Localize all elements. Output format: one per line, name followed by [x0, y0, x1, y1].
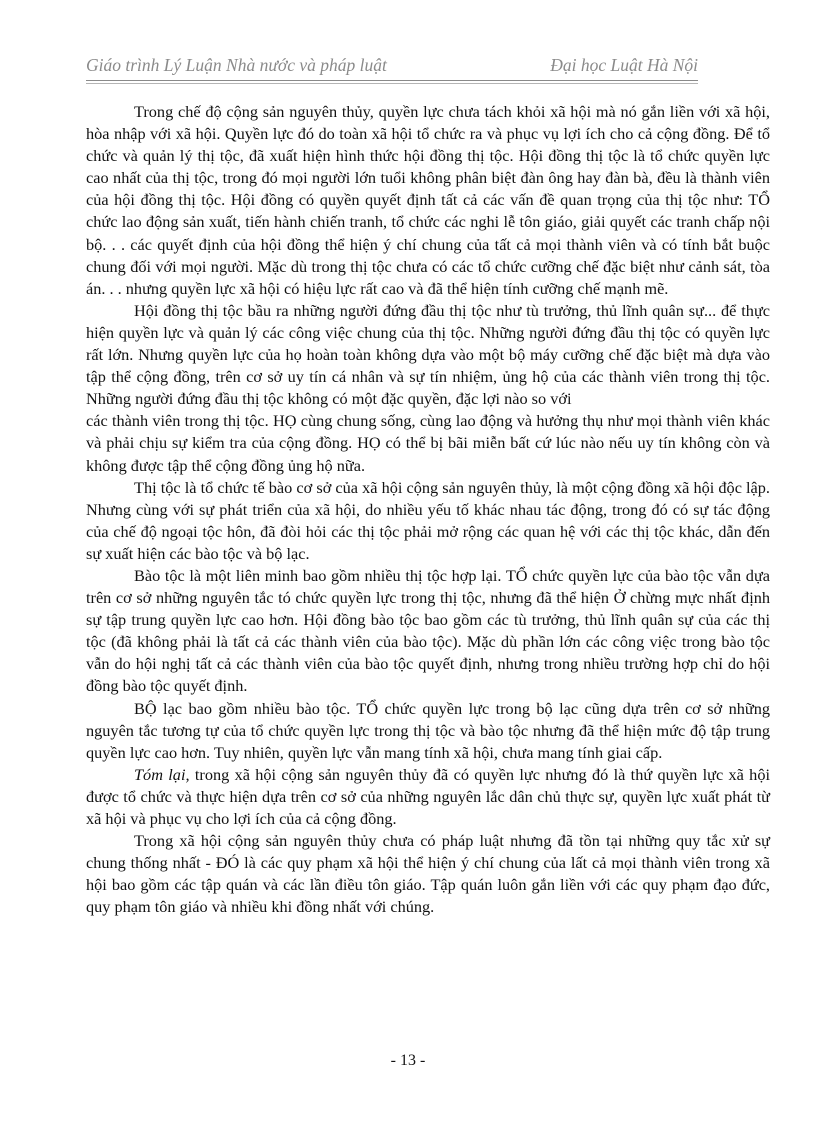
- page-number: - 13 -: [390, 1052, 426, 1069]
- body-text: [86, 101, 770, 918]
- paragraph-continuation: các thành viên trong thị tộc. HỌ cùng chung sống, cùng lao động và hưởng thụ như mọi thành viên khác và phải chịu sự kiểm tra của cộng đồng. HỌ có thể bị bãi miễn bất cứ lúc nào nếu uy tín không còn và không được tập thể cộng đồng ủng hộ nữa.: [86, 411, 770, 475]
- paragraph: Trong chế độ cộng sản nguyên thủy, quyền lực chưa tách khỏi xã hội mà nó gắn liền với xã hội, hòa nhập với xã hội. Quyền lực đó do toàn xã hội tổ chức ra và phục vụ lợi ích cho cả cộng đồng. Để tổ chức và quản lý thị tộc, đã xuất hiện hình thức hội đồng thị tộc. Hội đồng thị tộc là tổ chức quyền lực cao nhất của thị tộc, trong đó mọi người lớn tuổi không phân biệt đàn ông hay đàn bà, đều là thành viên của hội đồng thị tộc. Hội đồng có quyền quyết định tất cả các vấn đề quan trọng của thị tộc như: TỔ chức lao động sản xuất, tiến hành chiến tranh, tổ chức các nghi lễ tôn giáo, giải quyết các tranh chấp nội bộ. . . các quyết định của hội đồng thể hiện ý chí chung của tất cả mọi thành viên và có tính bắt buộc chung đối với mọi người. Mặc dù trong thị tộc chưa có các tổ chức cưỡng chế đặc biệt như cảnh sát, tòa án. . . nhưng quyền lực xã hội có hiệu lực rất cao và đã thể hiện tính cưỡng chế mạnh mẽ.: [86, 102, 770, 298]
- header-divider-secondary: [86, 83, 698, 84]
- header-divider: [86, 80, 698, 81]
- summary-lead: Tóm lại,: [134, 764, 190, 784]
- paragraph: Trong xã hội cộng sản nguyên thủy chưa có pháp luật nhưng đã tồn tại những quy tắc xử sự chung thống nhất - ĐÓ là các quy phạm xã hội thể hiện ý chí chung của lất cả mọi thành viên trong xã hội bao gồm các tập quán và các lần điều tôn giáo. Tập quán luôn gắn liền với các quy phạm đạo đức, quy phạm tôn giáo và nhiều khi đồng nhất với chúng.: [86, 831, 770, 917]
- running-header: [86, 52, 698, 80]
- paragraph: Hội đồng thị tộc bầu ra những người đứng đầu thị tộc như tù trưởng, thủ lĩnh quân sự... để thực hiện quyền lực và quản lý các công việc chung của thị tộc. Những người đứng đầu thị tộc có quyền lực rất lớn. Nhưng quyền lực của họ hoàn toàn không dựa vào một bộ máy cưỡng chế đặc biệt mà dựa vào tập thể cộng đồng, trên cơ sở uy tín cá nhân và sự tín nhiệm, ủng hộ của các thành viên trong thị tộc. Những người đứng đầu thị tộc không có một đặc quyền, đặc lợi nào so với: [86, 300, 770, 409]
- header-university: Đại học Luật Hà Nội: [550, 55, 698, 75]
- summary-text: trong xã hội cộng sản nguyên thủy đã có quyền lực nhưng đó là thứ quyền lực xã hội được tổ chức và thực hiện dựa trên cơ sở của những nguyên lắc dân chủ thực sự, quyền lực xuất phát từ xã hội và phục vụ cho lợi ích của cả cộng đồng.: [86, 764, 770, 828]
- summary-paragraph: [86, 764, 770, 830]
- paragraph: Thị tộc là tổ chức tế bào cơ sở của xã hội cộng sản nguyên thủy, là một cộng đồng xã hội độc lập. Nhưng cùng với sự phát triển của xã hội, do nhiều yếu tố khác nhau tác động, trong đó có sự tác động của chế độ ngoại tộc hôn, đã đòi hỏi các thị tộc phải mở rộng các quan hệ với các thị tộc khác, dẫn đến sự xuất hiện các bào tộc và bộ lạc.: [86, 477, 770, 563]
- paragraph: BỘ lạc bao gồm nhiều bào tộc. TỔ chức quyền lực trong bộ lạc cũng dựa trên cơ sở những nguyên tắc tương tự của tổ chức quyền lực trong thị tộc và bào tộc nhưng đã thể hiện mức độ tập trung quyền lực cao hơn. Tuy nhiên, quyền lực vẫn mang tính xã hội, chưa mang tính giai cấp.: [86, 698, 770, 762]
- paragraph: Bào tộc là một liên minh bao gồm nhiều thị tộc hợp lại. TỔ chức quyền lực của bào tộc vẫn dựa trên cơ sở những nguyên tắc tó chức quyền lực trong thị tộc, nhưng đã thể hiện Ở chừng mực nhất định sự tập trung quyền lực cao hơn. Hội đồng bào tộc bao gồm các tù trưởng, thủ lĩnh quân sự của các thị tộc (đã không phải là tất cả các thành viên của bào tộc). Mặc dù phần lớn các công việc trong bào tộc vẫn do hội nghị tất cả các thành viên của bào tộc quyết định, nhưng trong nhiều trường hợp chỉ do hội đồng bào tộc quyết định.: [86, 565, 770, 696]
- header-course-title: Giáo trình Lý Luận Nhà nước và pháp luật: [86, 55, 387, 75]
